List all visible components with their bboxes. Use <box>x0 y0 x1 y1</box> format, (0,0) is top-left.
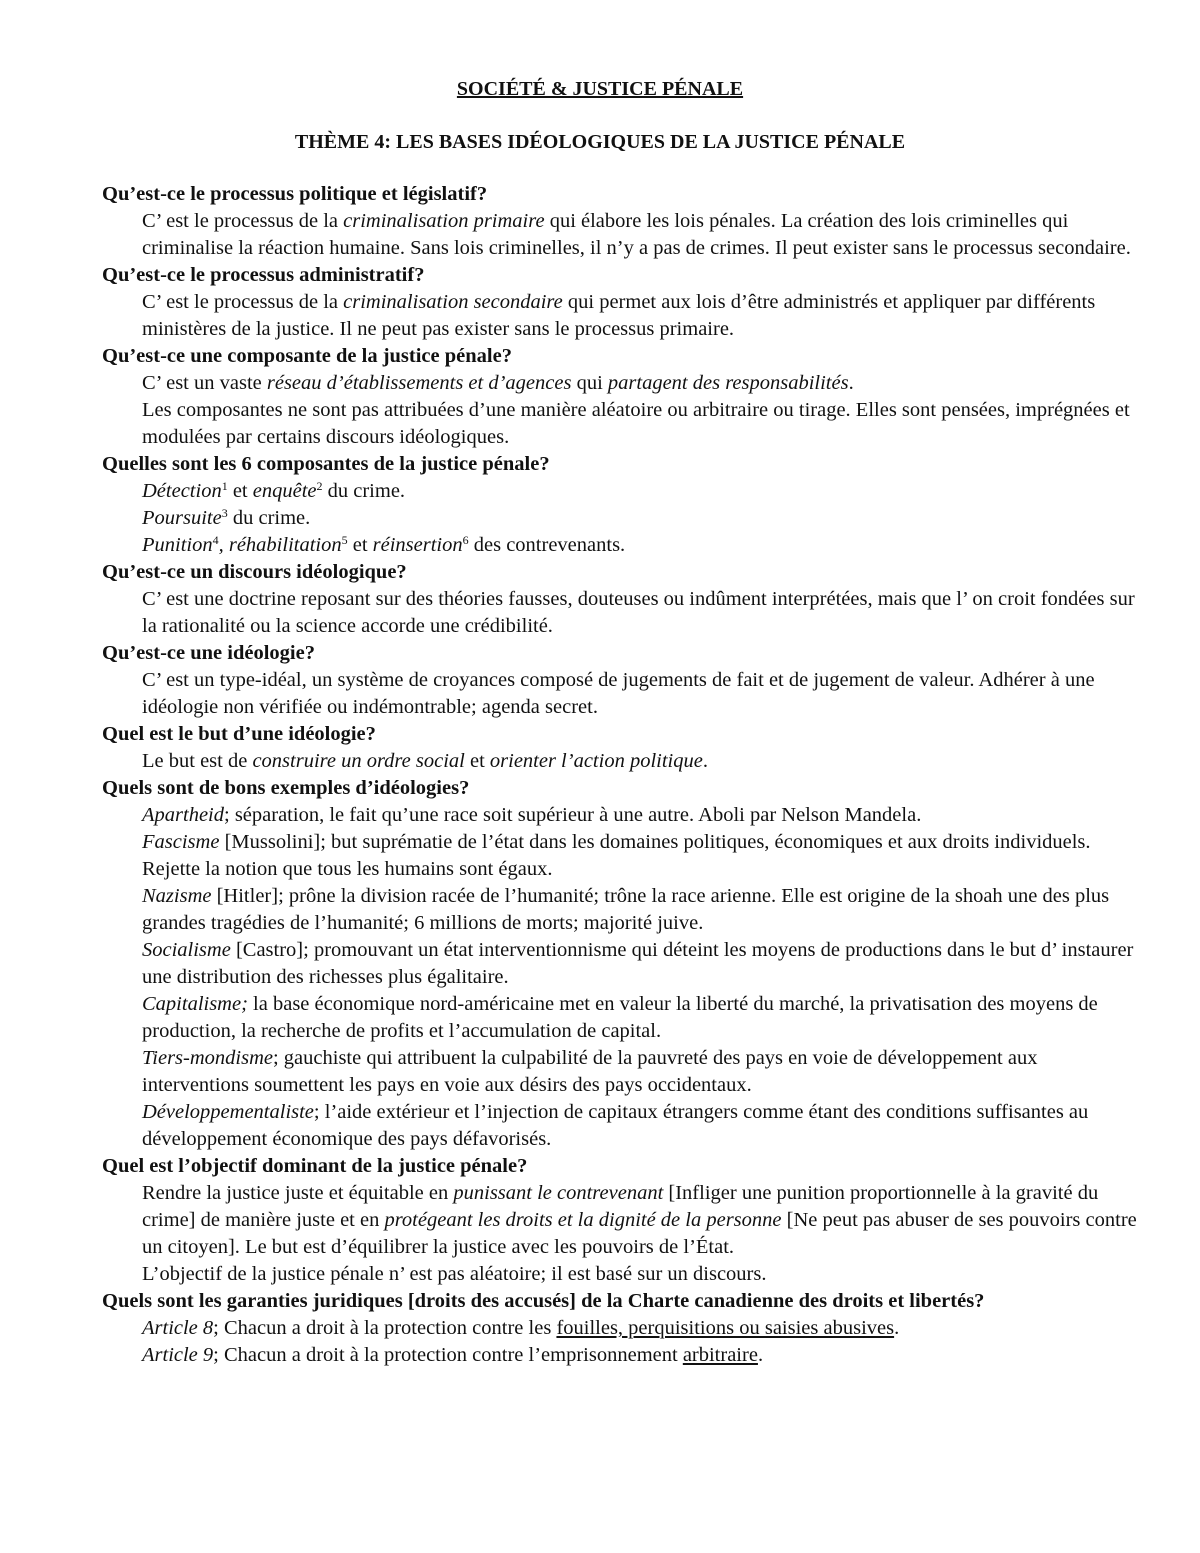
answer-text: du crime. <box>322 480 406 502</box>
answer-text: et <box>464 750 490 772</box>
example-capitalisme <box>142 991 1142 1045</box>
answer-six-components <box>142 478 1142 559</box>
answer-text: [Ne peut pas abuser de ses pouvoirs contre un citoyen]. Le but est d’équilibrer la justice avec les pouvoirs de l’État. <box>142 1209 1137 1258</box>
article-text: . <box>894 1317 900 1339</box>
answer-text: qui élabore les lois pénales. La création des lois criminelles qui criminalise la réaction humaine. Sans lois criminelles, il n’y a pas de crimes. Il peut exister sans le processus secondaire. <box>142 210 1131 259</box>
example-text: ; séparation, le fait qu’une race soit supérieur à une autre. Aboli par Nelson Mandela. <box>224 804 922 826</box>
answer-ideological-discourse <box>142 586 1142 640</box>
answer-ideology <box>142 667 1142 721</box>
component-line <box>142 478 1142 505</box>
example-text: [Hitler]; prône la division racée de l’humanité; trône la race arienne. Elle est origine de la shoah une des plus grandes tragédies de l’humanité; 6 millions de morts; majorité juive. <box>142 885 1110 934</box>
component-term: Punition <box>142 534 213 556</box>
answer-legal-guarantees <box>142 1315 1142 1369</box>
answer-paragraph <box>142 289 1142 343</box>
example-nazisme <box>142 883 1142 937</box>
question-political-process: Qu’est-ce le processus politique et législatif? <box>102 183 488 205</box>
answer-text: . <box>702 750 708 772</box>
answer-emphasis: punissant le contrevenant <box>453 1182 664 1204</box>
answer-text: C’ est le processus de la <box>142 210 344 232</box>
answer-text: C’ est un vaste <box>142 372 267 394</box>
answer-emphasis: partagent des responsabilités <box>607 372 849 394</box>
component-term: réinsertion <box>372 534 463 556</box>
answer-dominant-objective <box>142 1180 1142 1288</box>
answer-text: Rendre la justice juste et équitable en <box>142 1182 454 1204</box>
question-ideological-discourse: Qu’est-ce un discours idéologique? <box>102 561 407 583</box>
answer-emphasis: protégeant les droits et la dignité de la personne <box>384 1209 782 1231</box>
answer-paragraph <box>142 1180 1142 1261</box>
example-term: Apartheid <box>142 804 224 826</box>
answer-emphasis: réseau d’établissements et d’agences <box>266 372 572 394</box>
example-apartheid <box>142 802 1142 829</box>
example-term: Fascisme <box>142 831 220 853</box>
article-text: . <box>757 1344 764 1366</box>
answer-political-process <box>142 208 1142 262</box>
example-text: [Mussolini]; but suprématie de l’état dans les domaines politiques, économiques et aux droits individuels. Rejette la notion que tous les humains sont égaux. <box>142 831 1091 880</box>
answer-ideology-examples <box>142 802 1142 1153</box>
example-text: ; gauchiste qui attribuent la culpabilité de la pauvreté des pays en voie de développement aux interventions soumettent les pays en voie aux désirs des pays occidentaux. <box>142 1047 1038 1096</box>
answer-text: [Infliger une punition proportionnelle à la gravité du crime] de manière juste et en <box>142 1182 1099 1231</box>
answer-ideology-goal <box>142 748 1142 775</box>
article-text: ; Chacun a droit à la protection contre l’emprisonnement <box>213 1344 683 1366</box>
article-text: ; Chacun a droit à la protection contre les <box>213 1317 557 1339</box>
answer-paragraph <box>142 748 1142 775</box>
answer-paragraph <box>142 370 1142 397</box>
component-line <box>142 505 1142 532</box>
document-body <box>102 181 1142 1369</box>
answer-text: qui <box>571 372 608 394</box>
question-ideology: Qu’est-ce une idéologie? <box>102 642 315 664</box>
answer-paragraph <box>142 208 1142 262</box>
answer-emphasis: orienter l’action politique <box>489 750 703 772</box>
article-label: Article 8 <box>142 1317 214 1339</box>
component-line <box>142 532 1142 559</box>
question-legal-guarantees: Quels sont les garanties juridiques [droits des accusés] de la Charte canadienne des droits et libertés? <box>102 1290 985 1312</box>
article-underlined: fouilles, perquisitions ou saisies abusives <box>556 1317 895 1339</box>
example-term: Nazisme <box>142 885 212 907</box>
question-ideology-examples: Quels sont de bons exemples d’idéologies? <box>102 777 470 799</box>
answer-text: et <box>347 534 373 556</box>
footnote-number: 2 <box>316 479 323 493</box>
answer-text: du crime. <box>227 507 311 529</box>
example-developpementaliste <box>142 1099 1142 1153</box>
example-term: Développementaliste <box>142 1101 314 1123</box>
answer-paragraph: L’objectif de la justice pénale n’ est pas aléatoire; il est basé sur un discours. <box>142 1263 767 1285</box>
charter-article-9 <box>142 1342 1142 1369</box>
footnote-number: 1 <box>221 479 228 493</box>
answer-paragraph: Les composantes ne sont pas attribuées d’une manière aléatoire ou arbitraire ou tirage. Elles sont pensées, imprégnées et modulées par certains discours idéologiques. <box>142 399 1130 448</box>
example-fascisme <box>142 829 1142 883</box>
answer-text: qui permet aux lois d’être administrés et appliquer par différents ministères de la justice. Il ne peut pas exister sans le processus primaire. <box>142 291 1096 340</box>
answer-text: . <box>848 372 854 394</box>
component-term: Détection <box>142 480 222 502</box>
article-label: Article 9 <box>142 1344 214 1366</box>
footnote-number: 4 <box>212 533 219 547</box>
answer-emphasis: criminalisation primaire <box>343 210 545 232</box>
question-ideology-goal: Quel est le but d’une idéologie? <box>102 723 376 745</box>
answer-paragraph: C’ est un type-idéal, un système de croyances composé de jugements de fait et de jugement de valeur. Adhérer à une idéologie non vérifiée ou indémontrable; agenda secret. <box>142 669 1095 718</box>
document-title: SOCIÉTÉ & JUSTICE PÉNALE <box>456 78 744 100</box>
answer-paragraph: C’ est une doctrine reposant sur des théories fausses, douteuses ou indûment interprétées, mais que l’ on croit fondées sur la rationalité ou la science accorde une crédibilité. <box>142 588 1135 637</box>
question-dominant-objective: Quel est l’objectif dominant de la justice pénale? <box>102 1155 528 1177</box>
question-administrative-process: Qu’est-ce le processus administratif? <box>102 264 425 286</box>
answer-component <box>142 370 1142 451</box>
question-six-components: Quelles sont les 6 composantes de la justice pénale? <box>102 453 550 475</box>
example-term: Socialisme <box>142 939 231 961</box>
component-separator: , <box>218 534 229 556</box>
question-component: Qu’est-ce une composante de la justice pénale? <box>102 345 512 367</box>
example-text: [Castro]; promouvant un état interventionnisme qui déteint les moyens de productions dans le but d’ instaurer une distribution des richesses plus égalitaire. <box>142 939 1134 988</box>
example-term: Capitalisme; <box>142 993 248 1015</box>
example-term: Tiers-mondisme <box>142 1047 273 1069</box>
component-term: Poursuite <box>142 507 222 529</box>
charter-article-8 <box>142 1315 1142 1342</box>
footnote-number: 3 <box>221 506 228 520</box>
example-text: la base économique nord-américaine met en valeur la liberté du marché, la privatisation des moyens de production, la recherche de profits et l’accumulation de capital. <box>142 993 1098 1042</box>
answer-administrative-process <box>142 289 1142 343</box>
example-socialisme <box>142 937 1142 991</box>
footnote-number: 5 <box>341 533 348 547</box>
component-term: enquête <box>252 480 317 502</box>
answer-emphasis: criminalisation secondaire <box>343 291 563 313</box>
answer-text: Le but est de <box>142 750 253 772</box>
answer-emphasis: construire un ordre social <box>252 750 465 772</box>
document-subtitle: THÈME 4: LES BASES IDÉOLOGIQUES DE LA JUSTICE PÉNALE <box>294 131 906 153</box>
article-underlined: arbitraire <box>682 1344 758 1366</box>
example-text: ; l’aide extérieur et l’injection de capitaux étrangers comme étant des conditions suffisantes au développement économique des pays défavorisés. <box>142 1101 1089 1150</box>
answer-text: et <box>227 480 253 502</box>
example-tiers-mondisme <box>142 1045 1142 1099</box>
component-term: réhabilitation <box>228 534 342 556</box>
answer-text: des contrevenants. <box>468 534 626 556</box>
footnote-number: 6 <box>462 533 469 547</box>
answer-text: C’ est le processus de la <box>142 291 344 313</box>
